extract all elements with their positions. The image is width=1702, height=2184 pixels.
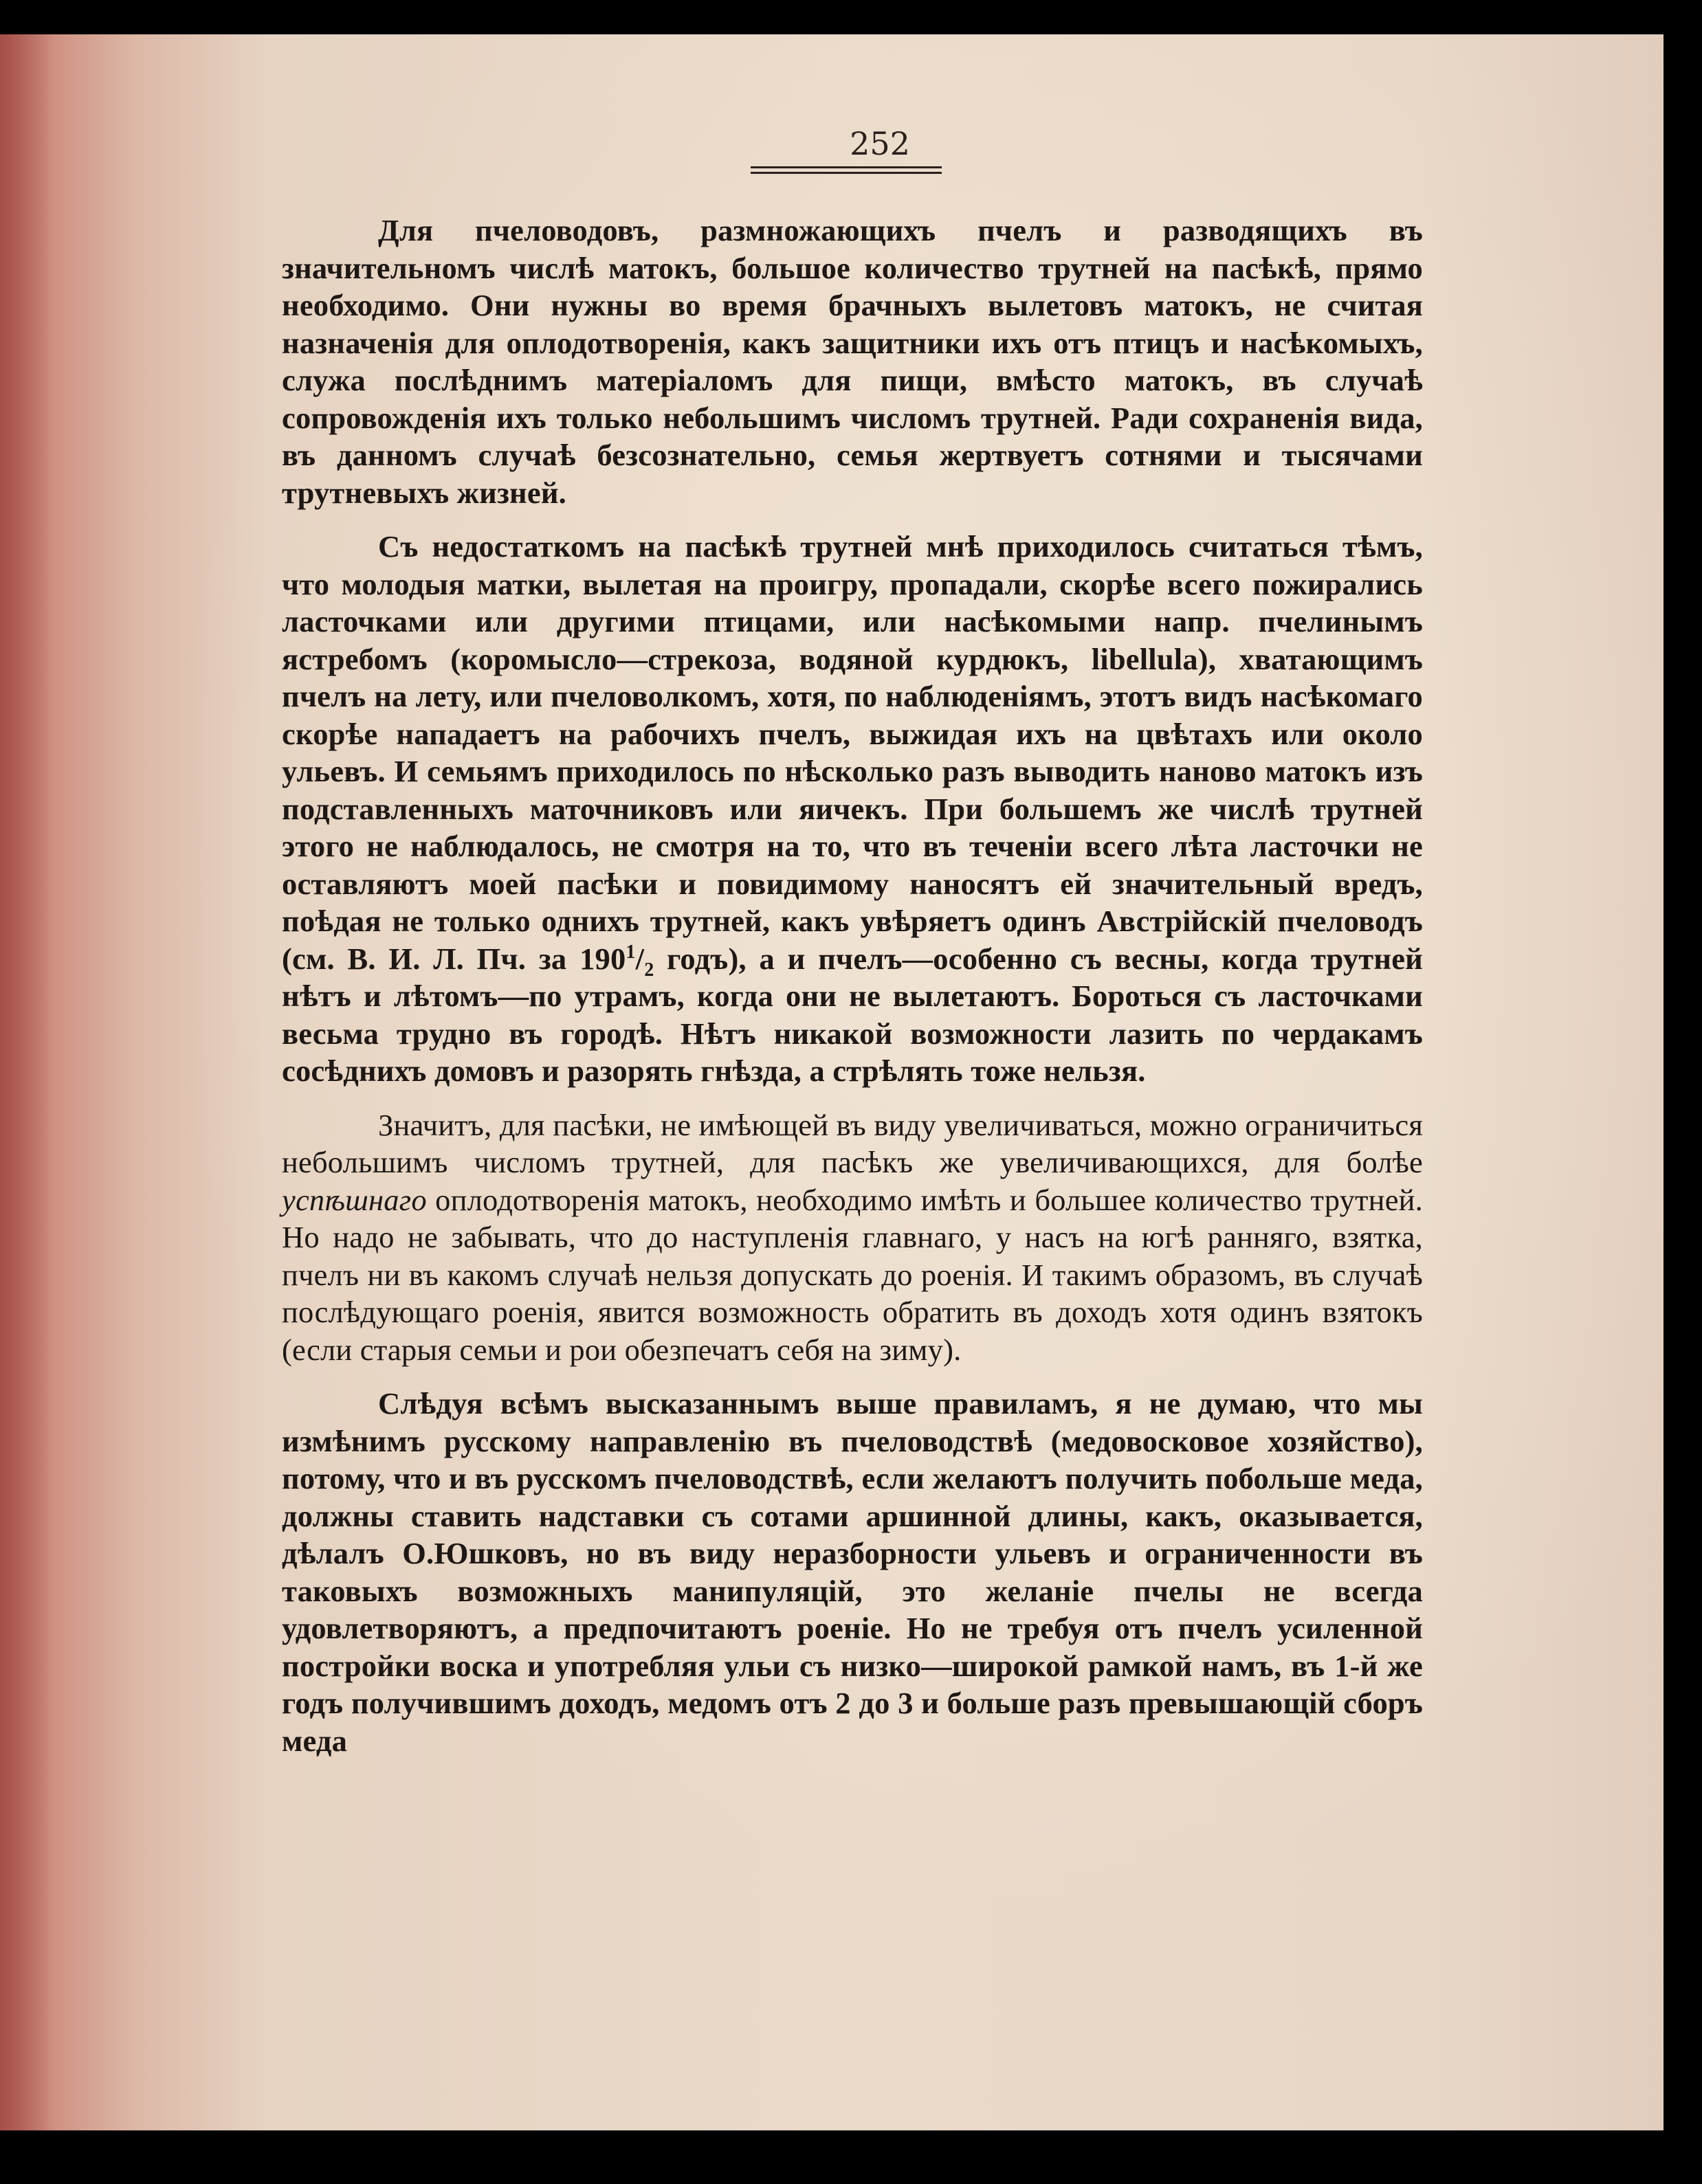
paragraph-3-italic-word: успѣшнаго — [282, 1182, 427, 1217]
paragraph-4: Слѣдуя всѣмъ высказаннымъ выше правиламъ, я не думаю, что мы измѣнимъ русскому направленію въ пчеловодствѣ (медовосковое хозяйство), потому, что и въ русскомъ пчеловодствѣ, если желаютъ получить побольше меда, должны ставить надставки съ сотами аршинной длины, какъ, оказывается, дѣлалъ О.Юшковъ, но въ виду неразборности ульевъ и ограниченности въ таковыхъ возможныхъ манипуляцій, это желаніе пчелы не всегда удовлетворяютъ, а предпочитаютъ роеніе. Но не требуя отъ пчелъ усиленной постройки воска и употребляя ульи съ низко—широкой рамкой намъ, въ 1-й же годъ получившимъ доходъ, медомъ отъ 2 до 3 и больше разъ превышающій сборъ меда — [282, 1386, 1423, 1758]
paper-page — [0, 34, 1664, 2130]
paragraph-2-tail: годъ), а и пчелъ—особенно съ весны, когда трутней нѣтъ и лѣтомъ—по утрамъ, когда они не вылетаютъ. Бороться съ ласточками весьма трудно въ городѣ. Нѣтъ никакой возможности лазить по чердакамъ сосѣднихъ домовъ и разорять гнѣзда, а стрѣлять тоже нельзя. — [282, 941, 1423, 1088]
fraction-slash: / — [635, 941, 645, 976]
body-text — [282, 212, 1423, 1776]
header-rule-top — [751, 166, 942, 168]
header-rule-bottom — [751, 172, 942, 174]
page-number: 252 — [850, 125, 910, 162]
fraction-numerator: 1 — [626, 941, 636, 963]
paragraph-1: Для пчеловодовъ, размножающихъ пчелъ и разводящихъ въ значительномъ числѣ матокъ, большое количество трутней на пасѣкѣ, прямо необходимо. Они нужны во время брачныхъ вылетовъ матокъ, не считая назначенія для оплодотворенія, какъ защитники ихъ отъ птицъ и насѣкомыхъ, служа послѣднимъ матеріаломъ для пищи, вмѣсто матокъ, въ случаѣ сопровожденія ихъ только небольшимъ числомъ трутней. Ради сохраненія вида, въ данномъ случаѣ безсознательно, семья жертвуетъ сотнями и тысячами трутневыхъ жизней. — [282, 213, 1423, 510]
paragraph-2-text: Съ недостаткомъ на пасѣкѣ трутней мнѣ приходилось считаться тѣмъ, что молодыя матки, вылетая на проигру, пропадали, скорѣе всего пожирались ласточками или другими птицами, или насѣкомыми напр. пчелинымъ ястребомъ (коромысло—стрекоза, водяной курдюкъ, libellula), хватающимъ пчелъ на лету, или пчеловолкомъ, хотя, по наблюденіямъ, этотъ видъ насѣкомаго скорѣе нападаетъ на рабочихъ пчелъ, выжидая ихъ на цвѣтахъ или около ульевъ. И семьямъ приходилось по нѣсколько разъ выводить наново матокъ изъ подставленныхъ маточниковъ или яичекъ. При большемъ же числѣ трутней этого не наблюдалось, не смотря на то, что въ теченіи всего лѣта ласточки не оставляютъ моей пасѣки и повидимому наносятъ ей значительный вредъ, поѣдая не только однихъ трутней, какъ увѣряетъ одинъ Австрійскій пчеловодъ (см. В. И. Л. Пч. за 190 — [282, 529, 1423, 976]
fraction-denominator: 2 — [644, 959, 654, 981]
paragraph-3 — [282, 1106, 1423, 1369]
paragraph-2 — [282, 528, 1423, 1090]
paragraph-3-before: Значитъ, для пасѣки, не имѣющей въ виду увеличиваться, можно ограничиться небольшимъ числомъ трутней, для пасѣкъ же увеличивающихся, для болѣе — [282, 1107, 1423, 1179]
gutter-shadow — [0, 34, 55, 2130]
paragraph-3-after: оплодотворенія матокъ, необходимо имѣть и большее количество трутней. Но надо не забывать, что до наступленія главнаго, у насъ на югѣ ранняго, взятка, пчелъ ни въ какомъ случаѣ нельзя допускать до роенія. И такимъ образомъ, въ случаѣ послѣдующаго роенія, явится возможность обратить въ доходъ хотя одинъ взятокъ (если старыя семьи и рои обезпечатъ себя на зиму). — [282, 1182, 1423, 1367]
